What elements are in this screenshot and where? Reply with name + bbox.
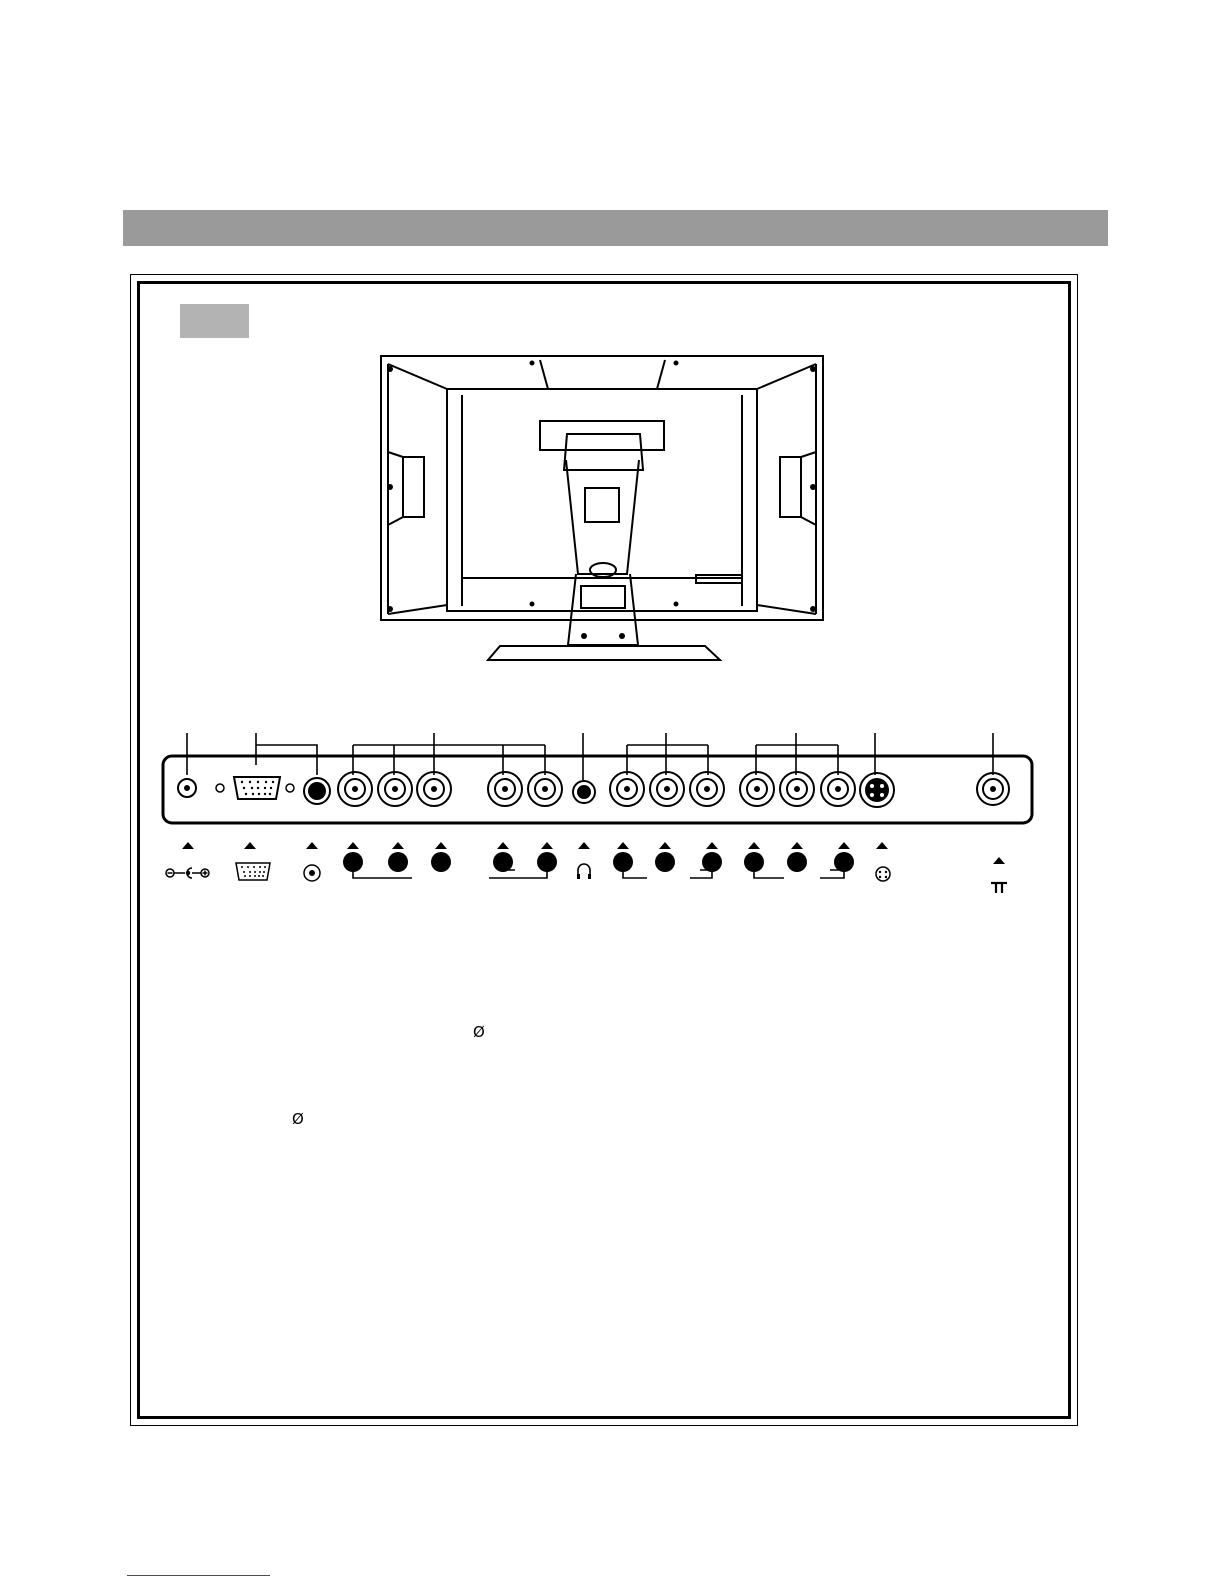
footer-link-underline <box>127 1575 270 1576</box>
diameter-symbol: Ø <box>473 1023 485 1041</box>
diameter-symbol: Ø <box>292 1110 304 1128</box>
